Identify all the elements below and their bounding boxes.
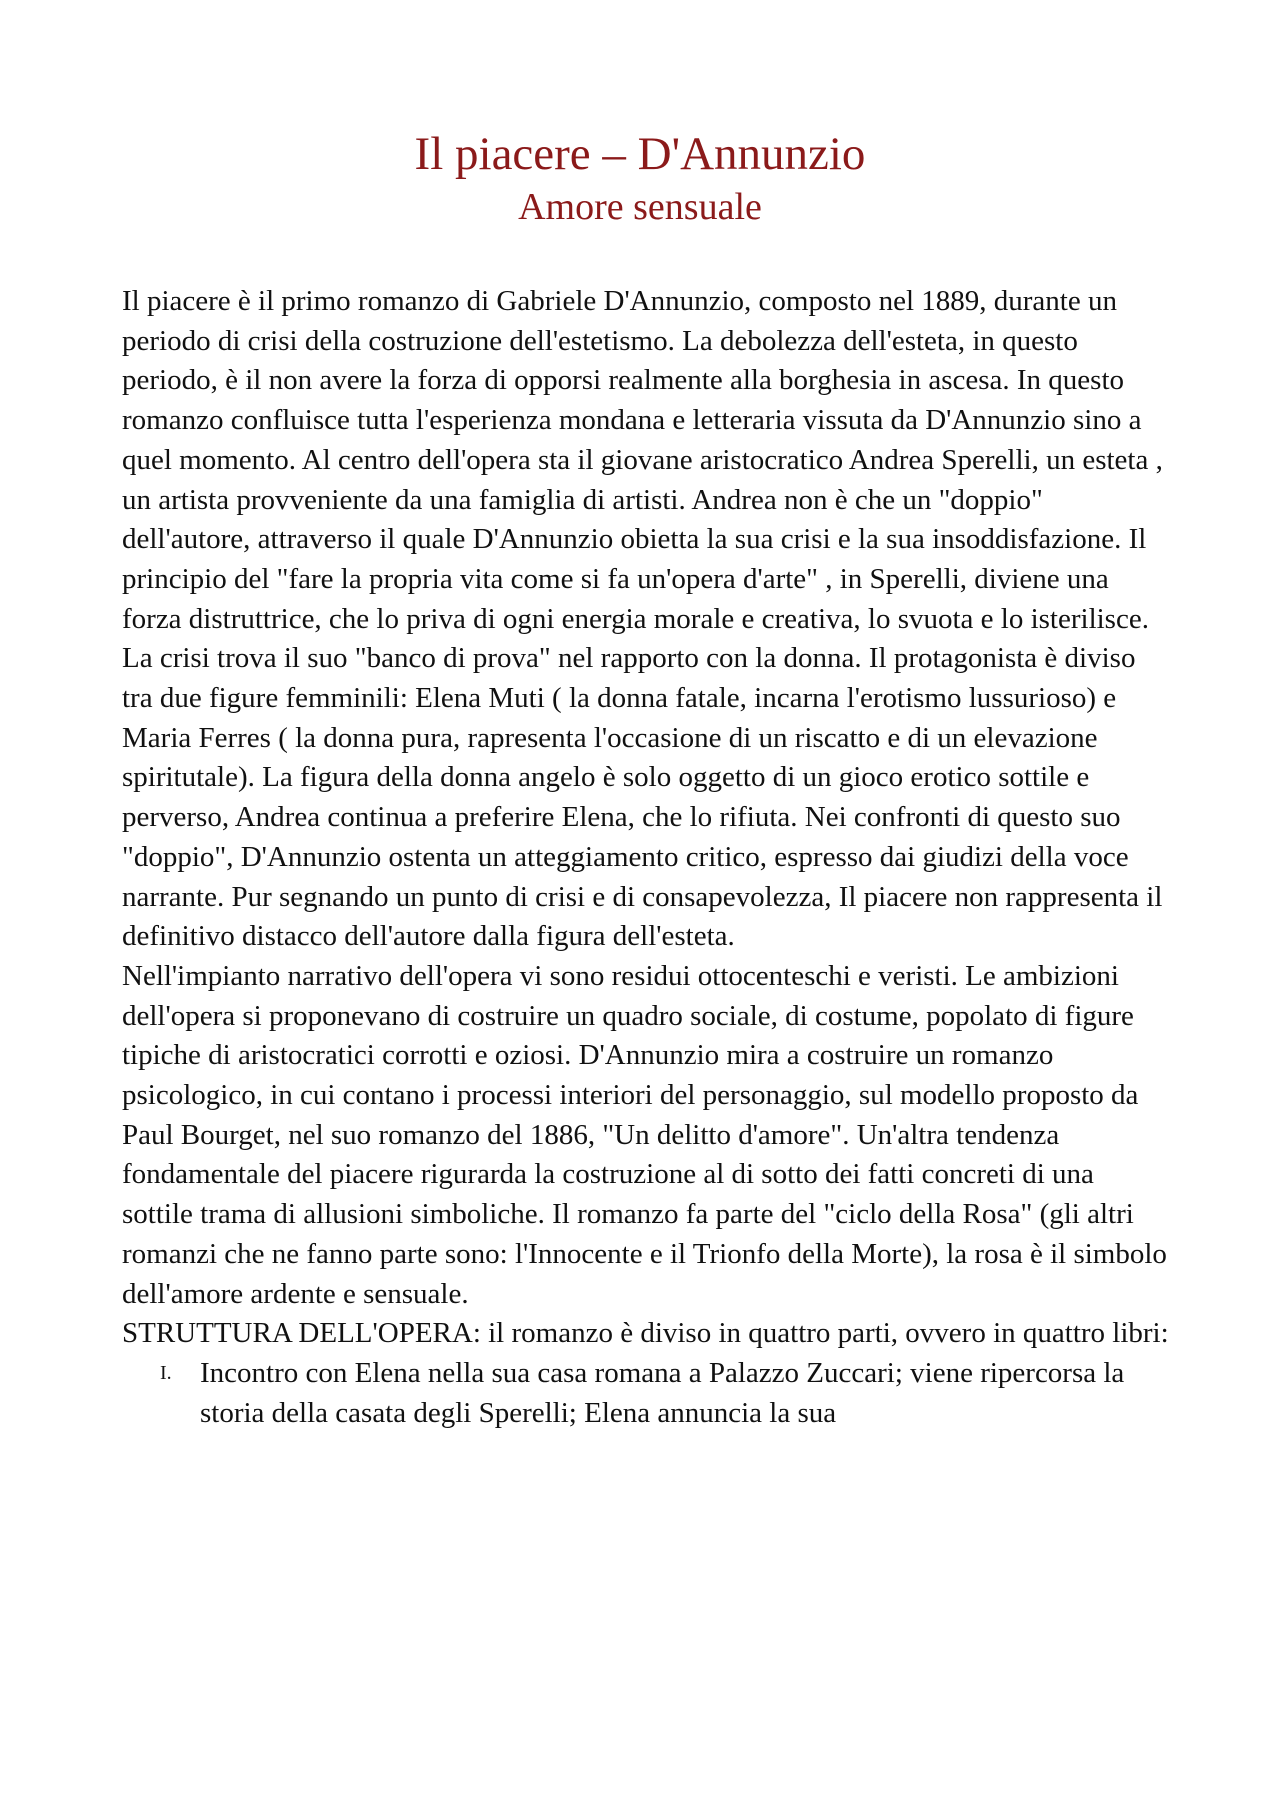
- list-item: [122, 1354, 1172, 1433]
- title-block: [0, 125, 1280, 231]
- document-title: Il piacere – D'Annunzio: [414, 128, 866, 180]
- paragraph-2: Nell'impianto narrativo dell'opera vi sono residui ottocenteschi e veristi. Le ambizioni dell'opera si proponevano di costruire un quadro sociale, di costume, popolato di figure tipiche di aristocratici corrotti e oziosi. D'Annunzio mira a costruire un romanzo psicologico, in cui contano i processi interiori del personaggio, sul modello proposto da Paul Bourget, nel suo romanzo del 1886, "Un delitto d'amore". Un'altra tendenza fondamentale del piacere rigurarda la costruzione al di sotto dei fatti concreti di una sottile trama di allusioni simboliche. Il romanzo fa parte del "ciclo della Rosa" (gli altri romanzi che ne fanno parte sono: l'Innocente e il Trionfo della Morte), la rosa è il simbolo dell'amore ardente e sensuale.: [122, 959, 1167, 1310]
- document-body: [122, 282, 1172, 1433]
- books-list: [122, 1354, 1172, 1433]
- paragraph-3: STRUTTURA DELL'OPERA: il romanzo è diviso in quattro parti, ovvero in quattro libri:: [122, 1317, 1169, 1350]
- list-item-text: Incontro con Elena nella sua casa romana a Palazzo Zuccari; viene ripercorsa la storia della casata degli Sperelli; Elena annuncia la sua: [200, 1356, 1125, 1429]
- document-subtitle: Amore sensuale: [518, 186, 762, 228]
- paragraph-1: Il piacere è il primo romanzo di Gabriele D'Annunzio, composto nel 1889, durante un periodo di crisi della costruzione dell'estetismo. La debolezza dell'esteta, in questo periodo, è il non avere la forza di opporsi realmente alla borghesia in ascesa. In questo romanzo confluisce tutta l'esperienza mondana e letteraria vissuta da D'Annunzio sino a quel momento. Al centro dell'opera sta il giovane aristocratico Andrea Sperelli, un esteta , un artista provveniente da una famiglia di artisti. Andrea non è che un "doppio" dell'autore, attraverso il quale D'Annunzio obietta la sua crisi e la sua insoddisfazione. Il principio del "fare la propria vita come si fa un'opera d'arte" , in Sperelli, diviene una forza distruttrice, che lo priva di ogni energia morale e creativa, lo svuota e lo isterilisce. La crisi trova il suo "banco di prova" nel rapporto con la donna. Il protagonista è diviso tra due figure femminili: Elena Muti ( la donna fatale, incarna l'erotismo lussurioso) e Maria Ferres ( la donna pura, rapresenta l'occasione di un riscatto e di un elevazione spiritutale). La figura della donna angelo è solo oggetto di un gioco erotico sottile e perverso, Andrea continua a preferire Elena, che lo rifiuta. Nei confronti di questo suo "doppio", D'Annunzio ostenta un atteggiamento critico, espresso dai giudizi della voce narrante. Pur segnando un punto di crisi e di consapevolezza, Il piacere non rappresenta il definitivo distacco dell'autore dalla figura dell'esteta.: [122, 285, 1163, 953]
- list-item-marker: I.: [160, 1361, 172, 1384]
